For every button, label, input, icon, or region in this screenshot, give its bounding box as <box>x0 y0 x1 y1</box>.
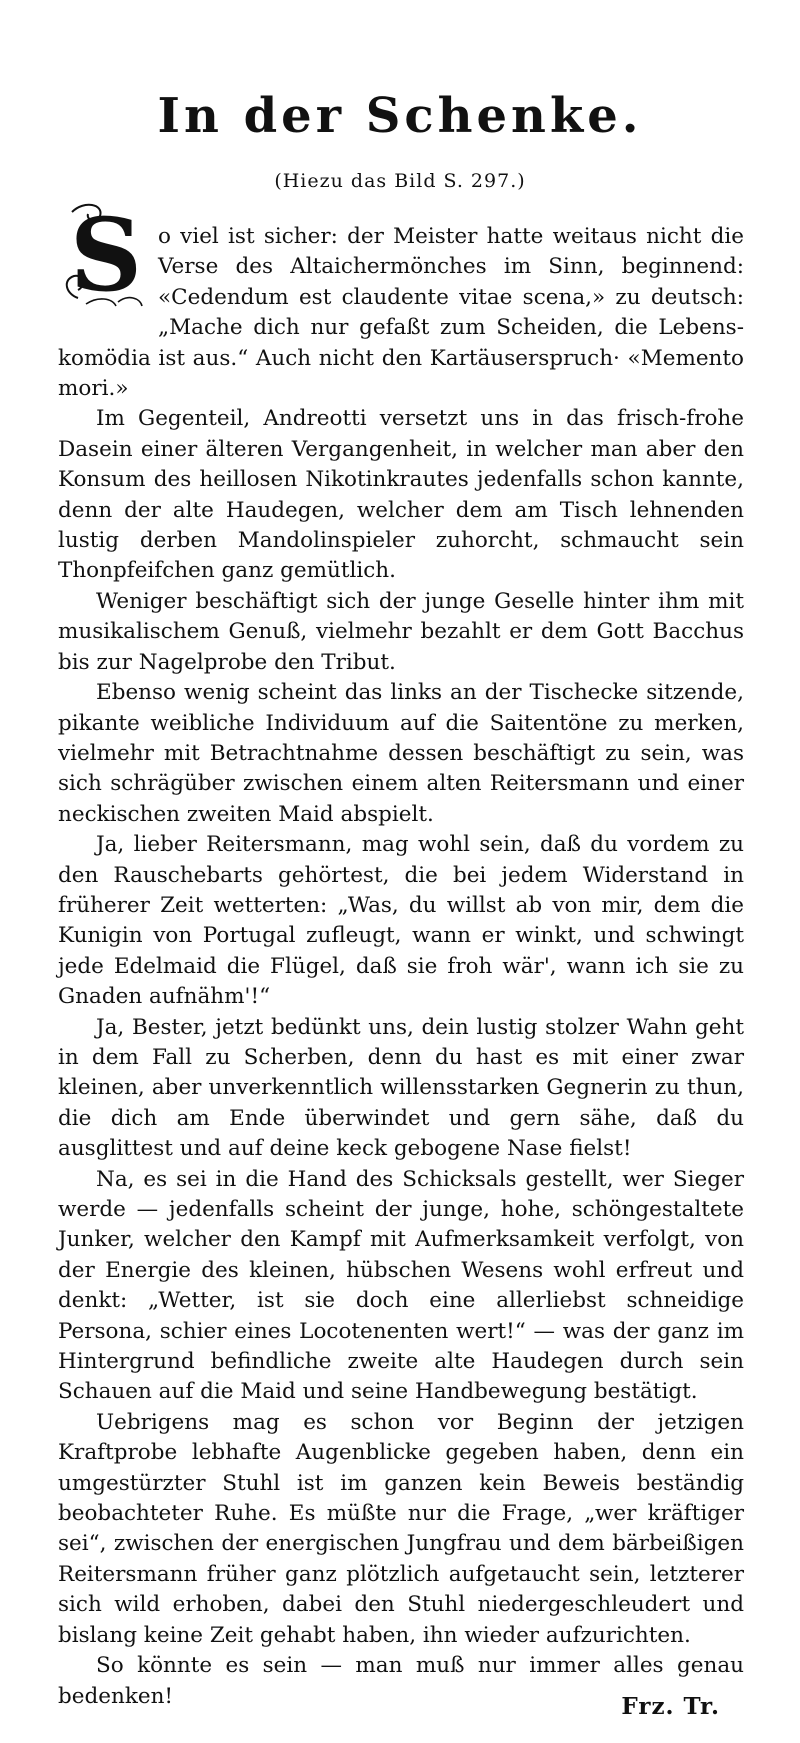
article-subtitle: (Hiezu das Bild S. 297.) <box>274 170 526 192</box>
paragraph: Uebrigens mag es schon vor Beginn der jetzigen Kraftprobe lebhafte Augenblicke gegeben haben, denn ein umgestürzter Stuhl ist im ganzen kein Beweis beständig beobachteter Ruhe. Es müßte nur die Frage, „wer kräftiger sei“, zwischen der energischen Jungfrau und dem bärbeißigen Reitersmann früher ganz plötzlich aufgetaucht sein, letzterer sich wild erhoben, dabei den Stuhl niedergeschleudert und bislang keine Zeit gehabt haben, ihn wieder aufzurichten. <box>58 1409 744 1648</box>
paragraph: Weniger beschäftigt sich der junge Geselle hinter ihm mit musikalischem Genuß, vielmehr bezahlt er dem Gott Bacchus bis zur Nagelprobe den Tribut. <box>58 588 744 675</box>
paragraph: Ja, Bester, jetzt bedünkt uns, dein lustig stolzer Wahn geht in dem Fall zu Scherben, denn du hast es mit einer zwar kleinen, aber unverkenntlich willensstarken Gegnerin zu thun, die dich am Ende überwindet und gern sähe, daß du ausglittest und auf deine keck gebogene Nase fielst! <box>58 1014 744 1162</box>
paragraph-text: o viel ist sicher: der Meister hatte weitaus nicht die Verse des Altaichermönches im Sinn, beginnend: «Cedendum est claudente vitae scena,» zu deutsch: „Mache dich nur gefaßt zum Scheiden, die Lebens- komödia ist aus.“ Auch nicht den Kartäuserspruch· «Memento mori.» <box>58 224 744 402</box>
drop-cap-letter: S <box>69 196 143 314</box>
author-signature: Frz. Tr. <box>621 1693 720 1720</box>
paragraph: Ebenso wenig scheint das links an der Tischecke sitzende, pikante weibliche Individuum auf die Saitentöne zu merken, vielmehr mit Betrachtnahme dessen beschäftigt zu sein, was sich schrägüber zwischen einem alten Reitersmann und einer neckischen zweiten Maid abspielt. <box>58 680 744 827</box>
ornamental-drop-cap <box>58 194 150 316</box>
paragraph: Ja, lieber Reitersmann, mag wohl sein, daß du vordem zu den Rauschebarts gehörtest, die bei jedem Widerstand in früherer Zeit wetterten: „Was, du willst ab von mir, dem die Kunigin von Portugal zufleugt, wann er winkt, und schwingt jede Edelmaid die Flügel, daß sie froh wär', wann ich sie zu Gnaden aufnähm'!“ <box>58 832 744 1010</box>
paragraph: Im Gegenteil, Andreotti versetzt uns in das frisch-frohe Dasein einer älteren Vergangenheit, in welcher man aber den Konsum des heillosen Nikotinkrautes jedenfalls schon kannte, denn der alte Haudegen, welcher dem am Tisch lehnenden lustig derben Mandolinspieler zuhorcht, schmaucht sein Thonpfeifchen ganz gemütlich. <box>58 406 744 584</box>
paragraph: So könnte es sein — man muß nur immer alles genau bedenken! <box>58 1653 744 1709</box>
article-title: In der Schenke. <box>157 88 643 144</box>
paragraph <box>58 196 744 404</box>
paragraph: Na, es sei in die Hand des Schicksals gestellt, wer Sieger werde — jedenfalls scheint der junge, hohe, schöngestaltete Junker, welcher den Kampf mit Aufmerksamkeit verfolgt, von der Energie des kleinen, hübschen Wesens wohl erfreut und denkt: „Wetter, ist sie doch eine allerliebst schneidige Persona, schier eines Locotenenten wert!“ — was der ganz im Hintergrund befindliche zweite alte Haudegen durch sein Schauen auf die Maid und seine Handbewegung bestätigt. <box>58 1166 744 1405</box>
article-body <box>58 196 744 1712</box>
